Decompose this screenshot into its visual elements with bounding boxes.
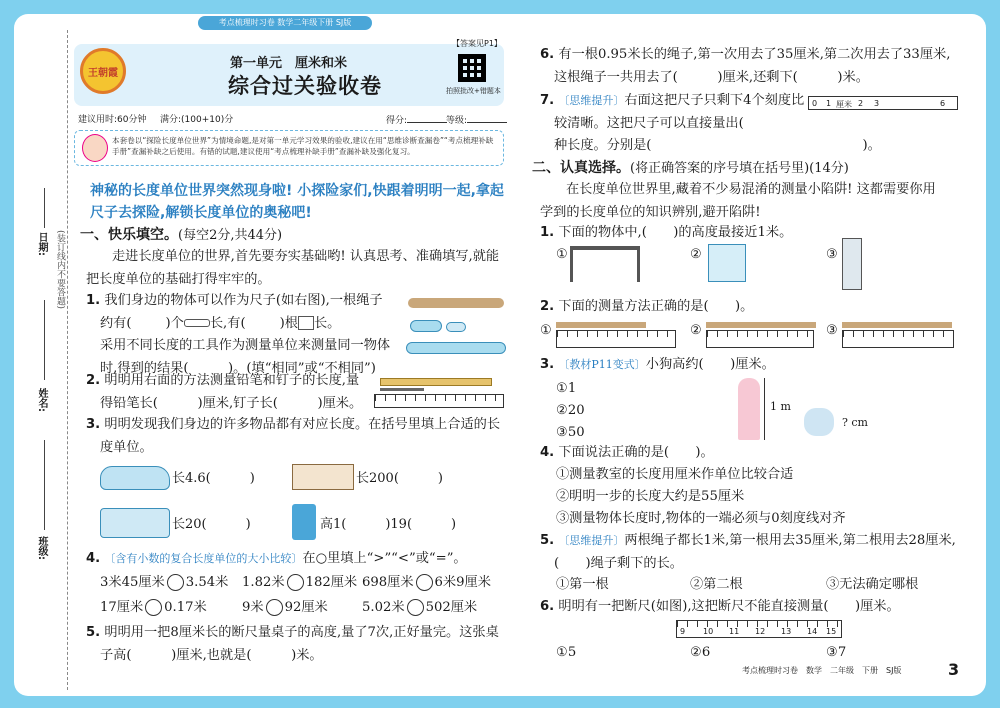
part1-score: (每空2分,共44分) bbox=[178, 228, 283, 243]
name-label: 姓名: bbox=[36, 388, 47, 412]
ruler-tick-label: 11 bbox=[729, 627, 740, 636]
ruler-tick-label: 15 bbox=[826, 627, 837, 636]
q1-l2b: )个 bbox=[165, 315, 184, 331]
compare-circle[interactable] bbox=[287, 574, 304, 591]
intro-text: 本套卷以“探险长度单位世界”为情境命题,是对第一单元学习效果的验收,建议在用“思维诊断查漏卷”“考点梳理补缺手册”查漏补缺之后使用。有错的试题,建议使用“考点梳理补缺手册”查漏补缺及强化复习。 bbox=[112, 136, 494, 156]
long-pipe-picture bbox=[406, 342, 506, 354]
ruler-tick-label: 1 bbox=[826, 99, 832, 108]
q1-l2a: 约有( bbox=[100, 315, 132, 331]
q1-line1: 我们身边的物体可以作为尺子(如右图),一根绳子 bbox=[104, 293, 383, 308]
answer-note: 【答案见P1】 bbox=[452, 39, 502, 48]
p2-q2-number: 2. bbox=[540, 299, 555, 314]
score-field[interactable] bbox=[386, 112, 447, 126]
page-number: 3 bbox=[948, 660, 960, 679]
compare-right: 182厘米 bbox=[305, 575, 358, 590]
nail-picture bbox=[380, 388, 424, 391]
q7-line1: 右面这把尺子只剩下4个刻度比 bbox=[624, 93, 805, 108]
rope-picture bbox=[408, 298, 504, 308]
pencil-picture bbox=[380, 378, 492, 386]
full-score: 满分:(100+10)分 bbox=[160, 115, 234, 125]
option-1[interactable]: ①5 bbox=[556, 645, 577, 660]
option-2[interactable]: ② bbox=[690, 247, 702, 262]
q5-line2: 子高( )厘米,也就是( )米。 bbox=[100, 647, 323, 663]
ruler-tick-label: 2 bbox=[858, 99, 864, 108]
p2-q5-line1: 两根绳子都长1米,第一根用去35厘米,第二根用去28厘米, bbox=[624, 533, 956, 548]
part1-heading bbox=[80, 224, 282, 244]
p2-q2 bbox=[540, 296, 753, 319]
small-block-icon bbox=[298, 316, 314, 330]
brand-logo: 王朝霞 bbox=[80, 48, 126, 94]
q7-line2: 较清晰。这把尺子可以直接量出( bbox=[554, 115, 889, 131]
grade-field[interactable] bbox=[446, 112, 507, 126]
p2-q1 bbox=[540, 222, 792, 245]
rope-picture bbox=[842, 322, 952, 328]
p2-q6-number: 6. bbox=[540, 599, 555, 614]
compare-left: 1.82米 bbox=[242, 575, 285, 590]
car-picture bbox=[100, 466, 170, 490]
short-pipe-icon bbox=[184, 319, 210, 327]
p2-q5-line2: ( )绳子剩下的长。 bbox=[554, 555, 683, 571]
exam-title: 综合过关验收卷 bbox=[228, 74, 382, 98]
date-line bbox=[44, 188, 45, 228]
p2-q5-tag: 〔思维提升〕 bbox=[558, 534, 625, 547]
ruler-1 bbox=[556, 330, 676, 348]
q3 bbox=[86, 414, 506, 459]
q6-line2: 这根绳子一共用去了( )厘米,还剩下( )米。 bbox=[554, 69, 869, 85]
girl-avatar-icon bbox=[82, 134, 108, 162]
lead-paragraph: 神秘的长度单位世界突然现身啦! 小探险家们,快跟着明明一起,拿起尺子去探险,解锁长度单位的奥秘吧! bbox=[90, 183, 504, 221]
compare-2 bbox=[242, 572, 357, 595]
p2-q4-text: 下面说法正确的是( )。 bbox=[558, 445, 714, 460]
rope-picture bbox=[706, 322, 816, 328]
footer-series: 考点梳理时习卷 数学 二年级 下册 SJ版 bbox=[742, 666, 902, 675]
compare-left: 5.02米 bbox=[362, 600, 405, 615]
option-1[interactable]: ① bbox=[540, 323, 552, 338]
q1 bbox=[86, 290, 406, 380]
fridge-picture bbox=[842, 238, 862, 290]
rope-picture bbox=[556, 322, 646, 328]
p2-q4-number: 4. bbox=[540, 445, 555, 460]
q2-line1: 明明用右面的方法测量铅笔和钉子的长度,量 bbox=[104, 373, 360, 388]
p2-q3-tag: 〔教材P11变式〕 bbox=[558, 358, 646, 371]
q1-line4: 时,得到的结果( )。(填“相同”或“不相同”) bbox=[100, 360, 376, 376]
q6 bbox=[540, 44, 970, 89]
q5-line1: 明明用一把8厘米长的断尺量桌子的高度,量了7次,正好量完。这张桌 bbox=[104, 625, 499, 640]
ruler-3 bbox=[842, 330, 954, 348]
q5-number: 5. bbox=[86, 625, 101, 640]
compare-circle[interactable] bbox=[145, 599, 162, 616]
name-line bbox=[44, 300, 45, 380]
ruler-tick-label: 6 bbox=[940, 99, 946, 108]
ruler-tick-label: 12 bbox=[755, 627, 766, 636]
dog-height-label: ? cm bbox=[842, 416, 868, 429]
short-pipe-picture bbox=[410, 320, 442, 332]
compare-circle[interactable] bbox=[407, 599, 424, 616]
option-2[interactable]: ② bbox=[690, 323, 702, 338]
q1-l2e: 长。 bbox=[313, 315, 341, 331]
compare-left: 3米45厘米 bbox=[100, 575, 165, 590]
ruler-2 bbox=[706, 330, 814, 348]
score-blank[interactable] bbox=[407, 112, 447, 123]
grade-label: 等级: bbox=[446, 116, 468, 126]
option-2[interactable]: ②第二根 bbox=[690, 577, 743, 592]
height-line bbox=[764, 378, 765, 440]
compare-6 bbox=[362, 597, 477, 620]
option-3[interactable]: ③ bbox=[826, 247, 838, 262]
q4-tag: 〔含有小数的复合长度单位的大小比较〕 bbox=[104, 552, 303, 565]
q2-line2: 得铅笔长( )厘米,钉子长( )厘米。 bbox=[100, 395, 363, 411]
ruler-tick-label: 0 bbox=[812, 99, 818, 108]
part2-heading bbox=[532, 157, 849, 177]
compare-left: 698厘米 bbox=[362, 575, 414, 590]
p2-q1-text: 下面的物体中,( )的高度最接近1米。 bbox=[558, 225, 793, 240]
option-1[interactable]: ①1 bbox=[556, 381, 577, 396]
grade-blank[interactable] bbox=[467, 112, 507, 123]
girl-height-label: 1 m bbox=[770, 400, 791, 413]
q2-ruler bbox=[374, 394, 504, 408]
option-2[interactable]: ②6 bbox=[690, 645, 711, 660]
q3-number: 3. bbox=[86, 417, 101, 432]
option-1[interactable]: ① bbox=[556, 247, 568, 262]
q1-number: 1. bbox=[86, 293, 101, 308]
q7-tag: 〔思维提升〕 bbox=[558, 94, 625, 107]
q2 bbox=[86, 370, 386, 415]
part1-intro: 走进长度单位的世界,首先要夯实基础哟! 认真思考、准确填写,就能把长度单位的基础打得牢牢的。 bbox=[86, 249, 500, 287]
part2-score: (将正确答案的序号填在括号里)(14分) bbox=[630, 161, 849, 176]
option-3[interactable]: ③7 bbox=[826, 645, 847, 660]
option-1[interactable]: ①第一根 bbox=[556, 577, 609, 592]
p2-q3-number: 3. bbox=[540, 357, 555, 372]
compare-circle[interactable] bbox=[266, 599, 283, 616]
q7-number: 7. bbox=[540, 93, 555, 108]
compare-1 bbox=[100, 572, 228, 595]
compare-left: 9米 bbox=[242, 600, 264, 615]
p2-q2-text: 下面的测量方法正确的是( )。 bbox=[558, 299, 754, 314]
bed-length: 长200( ) bbox=[356, 471, 443, 486]
q4-line1: 在○里填上“>”“<”或“=”。 bbox=[302, 551, 467, 566]
p2-q5-number: 5. bbox=[540, 533, 555, 548]
p2-q5 bbox=[540, 530, 970, 575]
option-3[interactable]: ③50 bbox=[556, 425, 585, 440]
q3-line2: 度单位。 bbox=[100, 439, 153, 455]
q1-line3: 采用不同长度的工具作为测量单位来测量同一物体 bbox=[100, 338, 391, 353]
ruler-tick-label: 13 bbox=[781, 627, 792, 636]
compare-left: 17厘米 bbox=[100, 600, 144, 615]
part2-intro-line2: 学到的长度单位的知识辨别,避开陷阱! bbox=[540, 204, 761, 220]
option-3[interactable]: ③无法确定哪根 bbox=[826, 577, 919, 592]
ruler-tick-label: 9 bbox=[680, 627, 686, 636]
q4-number: 4. bbox=[86, 551, 101, 566]
compare-right: 92厘米 bbox=[284, 600, 328, 615]
ruler-tick-label: 14 bbox=[807, 627, 818, 636]
binding-note: (装订线内不要答题) bbox=[55, 230, 65, 310]
compare-4 bbox=[100, 597, 207, 620]
class-label: 班级: bbox=[36, 536, 47, 560]
qr-code-icon[interactable] bbox=[458, 54, 486, 82]
option-3[interactable]: ③ bbox=[826, 323, 838, 338]
compare-right: 0.17米 bbox=[164, 600, 207, 615]
table-picture bbox=[570, 246, 640, 282]
compare-circle[interactable] bbox=[167, 574, 184, 591]
q6-number: 6. bbox=[540, 47, 555, 62]
block-picture bbox=[446, 322, 466, 332]
score-label: 得分: bbox=[386, 116, 408, 126]
bed-picture bbox=[292, 464, 354, 490]
q5 bbox=[86, 622, 506, 667]
trash-bin-picture bbox=[292, 504, 316, 540]
option-2[interactable]: ②明明一步的长度大约是55厘米 bbox=[556, 489, 745, 504]
pencil-box-picture bbox=[100, 508, 170, 538]
q4 bbox=[86, 548, 506, 571]
p2-q4 bbox=[540, 442, 714, 465]
box-length: 长20( ) bbox=[172, 517, 251, 532]
date-label: 日期: bbox=[36, 232, 47, 256]
part2-intro-line1: 在长度单位世界里,藏着不少易混淆的测量小陷阱! 这都需要你用 bbox=[566, 182, 936, 197]
compare-right: 6米9厘米 bbox=[434, 575, 491, 590]
p2-q3-text: 小狗高约( )厘米。 bbox=[645, 357, 775, 372]
qr-caption: 拍照批改+错题本 bbox=[446, 87, 501, 95]
compare-circle[interactable] bbox=[416, 574, 433, 591]
q6-line1: 有一根0.95米长的绳子,第一次用去了35厘米,第二次用去了33厘米, bbox=[558, 47, 951, 62]
option-2[interactable]: ②20 bbox=[556, 403, 585, 418]
q7-line3: 种长度。分别是( )。 bbox=[554, 138, 881, 153]
girl-picture bbox=[738, 378, 760, 440]
p2-q3 bbox=[540, 354, 775, 377]
class-line bbox=[44, 440, 45, 530]
dog-picture bbox=[804, 408, 834, 436]
q2-number: 2. bbox=[86, 373, 101, 388]
ruler-tick-label: 10 bbox=[703, 627, 714, 636]
top-banner: 考点梳理时习卷 数学二年级下册 SJ版 bbox=[198, 16, 372, 30]
compare-5 bbox=[242, 597, 328, 620]
car-length: 长4.6( ) bbox=[172, 471, 255, 486]
option-3[interactable]: ③测量物体长度时,物体的一端必须与0刻度线对齐 bbox=[556, 511, 846, 526]
compare-3 bbox=[362, 572, 491, 595]
compare-right: 3.54米 bbox=[185, 575, 229, 590]
ruler-tick-label: 3 bbox=[874, 99, 880, 108]
q1-l2d: )根 bbox=[279, 315, 298, 331]
p2-q6 bbox=[540, 596, 900, 619]
p2-q1-number: 1. bbox=[540, 225, 555, 240]
p2-q6-text: 明明有一把断尺(如图),这把断尺不能直接测量( )厘米。 bbox=[558, 599, 900, 614]
part2-title: 二、认真选择。 bbox=[532, 160, 630, 176]
compare-right: 502厘米 bbox=[425, 600, 478, 615]
q1-l2c: 长,有( bbox=[209, 315, 246, 331]
q3-line1: 明明发现我们身边的许多物品都有对应长度。在括号里填上合适的长 bbox=[104, 417, 501, 432]
suggested-time: 建议用时:60分钟 bbox=[78, 115, 147, 125]
bin-height: 高1( )19( ) bbox=[320, 517, 457, 532]
part2-intro bbox=[540, 179, 970, 224]
box-picture bbox=[708, 244, 746, 282]
option-1[interactable]: ①测量教室的长度用厘米作单位比较合适 bbox=[556, 467, 794, 482]
part1-title: 一、快乐填空。 bbox=[80, 227, 178, 243]
unit-title: 第一单元 厘米和米 bbox=[230, 56, 348, 71]
ruler-unit-label: 厘米 bbox=[836, 100, 852, 109]
binding-dashed-line bbox=[67, 30, 68, 690]
